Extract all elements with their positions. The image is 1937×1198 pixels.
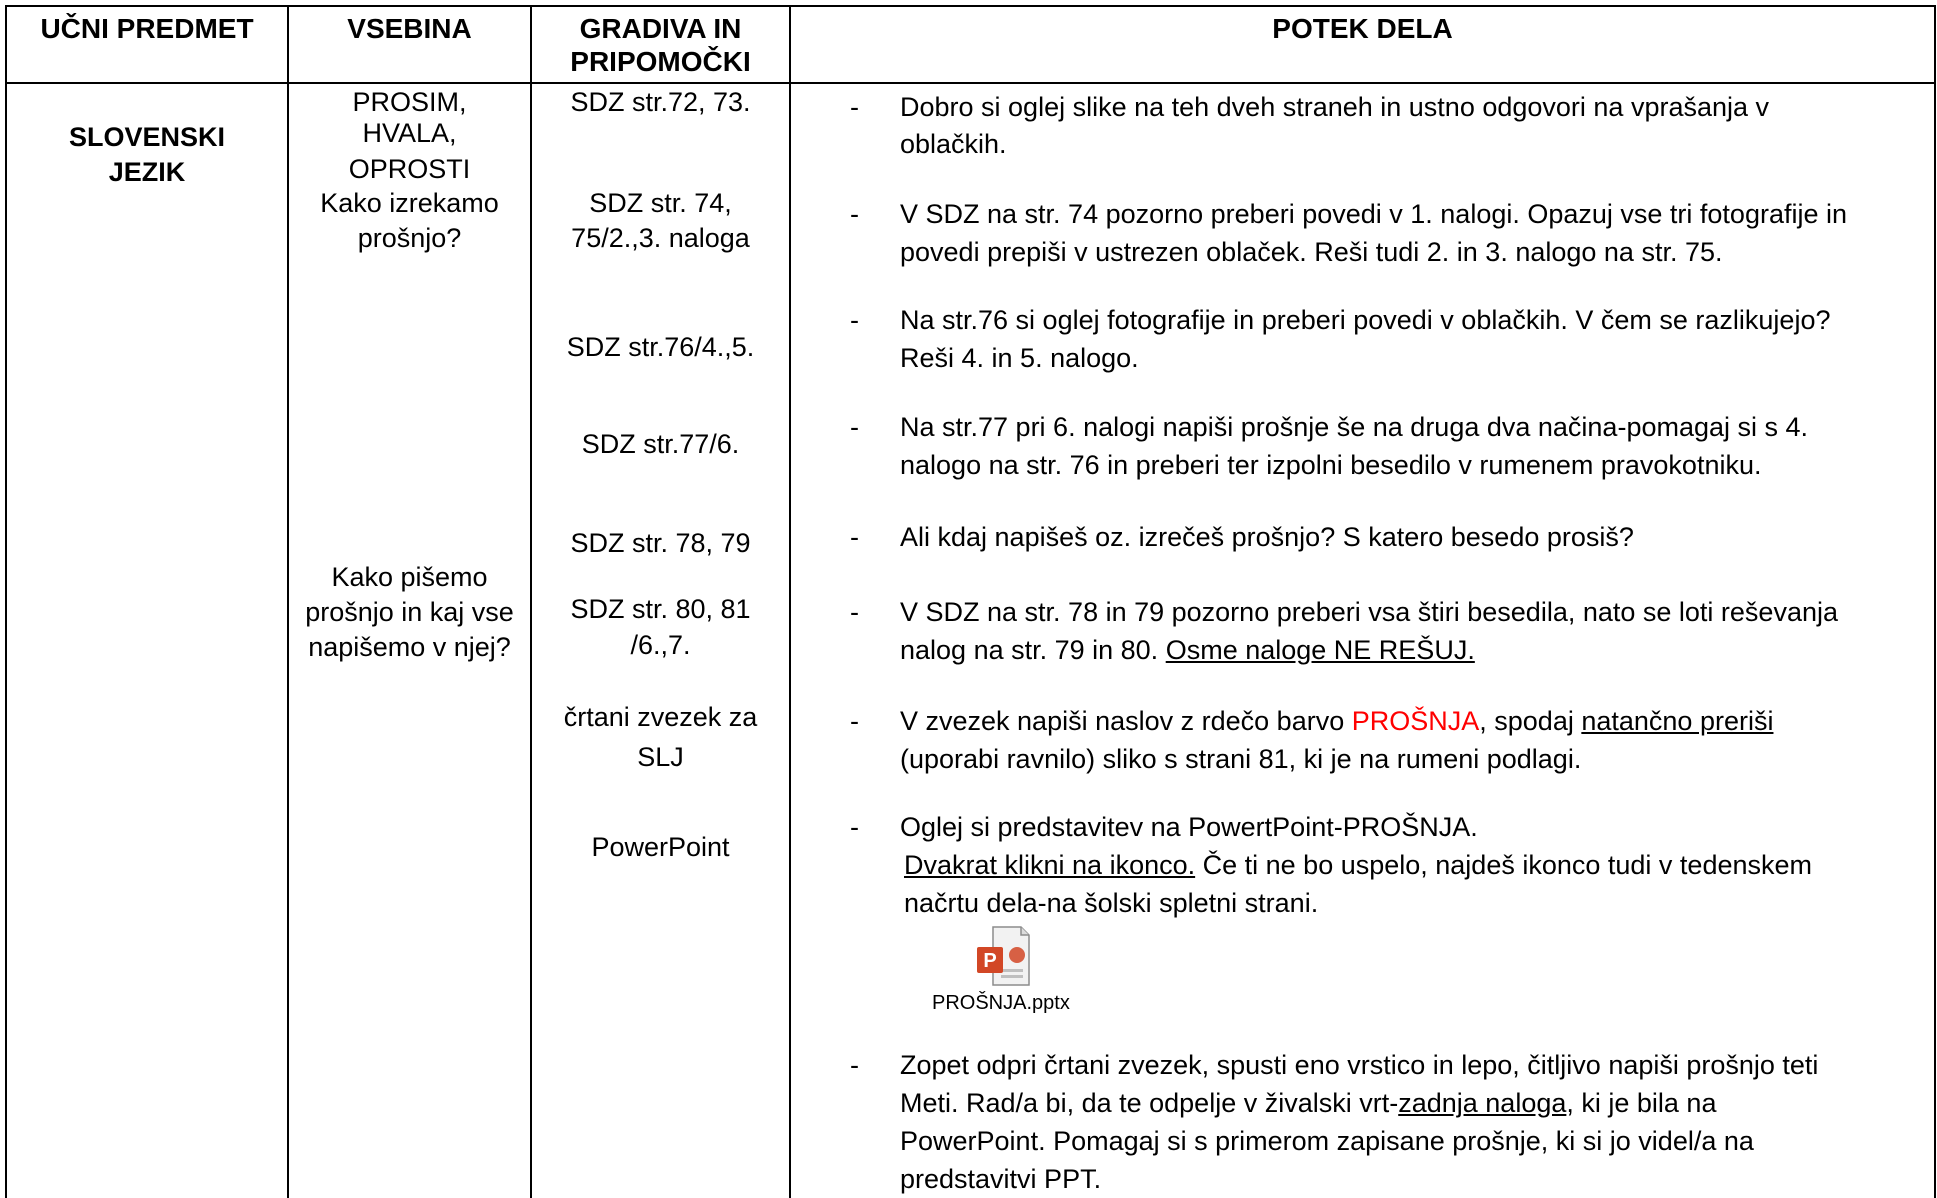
- material-item: SLJ: [637, 742, 684, 772]
- table-border-right: [1934, 5, 1936, 1198]
- svg-text:P: P: [983, 950, 997, 972]
- step-7-line: (uporabi ravnilo) sliko s strani 81, ki je na rumeni podlagi.: [900, 744, 1582, 774]
- step-6-underlined: Osme naloge NE REŠUJ.: [1165, 635, 1475, 665]
- step-3-line: Reši 4. in 5. nalogo.: [900, 343, 1139, 373]
- header-subject: UČNI PREDMET: [40, 13, 254, 44]
- bullet-dash: -: [850, 92, 859, 122]
- material-item: SDZ str. 80, 81: [570, 594, 751, 624]
- material-item: SDZ str. 74,: [589, 188, 732, 218]
- bullet-dash: -: [850, 199, 859, 229]
- subject-line1: SLOVENSKI: [68, 122, 226, 152]
- step-4-line: nalogo na str. 76 in preberi ter izpolni besedilo v rumenem pravokotniku.: [900, 450, 1762, 480]
- step-9-text: Meti. Rad/a bi, da te odpelje v živalski vrt-: [900, 1088, 1399, 1118]
- material-item: 75/2.,3. naloga: [571, 223, 750, 253]
- step-9-line: PowerPoint. Pomagaj si s primerom zapisane prošnje, ki si jo videl/a na: [900, 1126, 1754, 1156]
- content-line: napišemo v njej?: [308, 632, 511, 662]
- col-divider-3: [789, 5, 791, 1198]
- material-item: SDZ str. 78, 79: [570, 528, 751, 558]
- step-7-text: V zvezek napiši naslov z rdečo barvo: [900, 706, 1352, 736]
- step-8-line: [904, 848, 1812, 883]
- table-border-top: [5, 5, 1936, 7]
- step-1-line: Dobro si oglej slike na teh dveh straneh in ustno odgovori na vprašanja v: [900, 92, 1770, 122]
- step-9-line: Zopet odpri črtani zvezek, spusti eno vrstico in lepo, čitljivo napiši prošnjo teti: [900, 1050, 1819, 1080]
- step-9-underlined: zadnja naloga: [1398, 1088, 1567, 1118]
- bullet-dash: -: [850, 706, 859, 736]
- bullet-dash: -: [850, 812, 859, 842]
- step-7-red-title: PROŠNJA: [1351, 706, 1480, 736]
- powerpoint-file-icon[interactable]: [975, 925, 1031, 987]
- step-8-underlined: Dvakrat klikni na ikonco.: [904, 850, 1196, 880]
- step-9-line: predstavitvi PPT.: [900, 1164, 1102, 1194]
- content-line: prošnjo?: [357, 223, 462, 253]
- step-7-underlined: natančno preriši: [1581, 706, 1774, 736]
- bullet-dash: -: [850, 597, 859, 627]
- bullet-dash: -: [850, 1050, 859, 1080]
- content-line: PROSIM,: [352, 87, 467, 117]
- bullet-dash: -: [850, 412, 859, 442]
- step-8-line: Oglej si predstavitev na PowertPoint-PROŠNJA.: [900, 812, 1478, 842]
- content-line: Kako pišemo: [331, 562, 488, 592]
- step-9-text: , ki je bila na: [1566, 1088, 1717, 1118]
- header-materials-line2: PRIPOMOČKI: [570, 46, 751, 77]
- step-7-text: , spodaj: [1479, 706, 1582, 736]
- content-line: Kako izrekamo: [320, 188, 499, 218]
- step-8-line: načrtu dela-na šolski spletni strani.: [904, 888, 1319, 918]
- content-line: OPROSTI: [348, 154, 471, 184]
- header-divider: [5, 82, 1936, 84]
- header-materials-line1: GRADIVA IN: [579, 13, 742, 44]
- step-1-line: oblačkih.: [900, 129, 1007, 159]
- bullet-dash: -: [850, 522, 859, 552]
- material-item: PowerPoint: [591, 832, 730, 862]
- step-4-line: Na str.77 pri 6. nalogi napiši prošnje še na druga dva načina-pomagaj si s 4.: [900, 412, 1809, 442]
- content-line: prošnjo in kaj vse: [305, 597, 514, 627]
- step-7-line: [900, 704, 1773, 739]
- material-item: SDZ str.72, 73.: [570, 87, 751, 117]
- material-item: SDZ str.76/4.,5.: [566, 332, 755, 362]
- step-8-text: Če ti ne bo uspelo, najdeš ikonco tudi v tedenskem: [1195, 850, 1812, 880]
- bullet-dash: -: [850, 305, 859, 335]
- subject-line2: JEZIK: [108, 157, 186, 187]
- step-2-line: povedi prepiši v ustrezen oblaček. Reši tudi 2. in 3. nalogo na str. 75.: [900, 237, 1723, 267]
- step-6-line: V SDZ na str. 78 in 79 pozorno preberi vsa štiri besedila, nato se loti reševanja: [900, 597, 1838, 627]
- content-line: HVALA,: [362, 118, 457, 148]
- header-content: VSEBINA: [347, 13, 472, 44]
- header-workflow: POTEK DELA: [1272, 13, 1453, 44]
- step-3-line: Na str.76 si oglej fotografije in preberi povedi v oblačkih. V čem se razlikujejo?: [900, 305, 1831, 335]
- material-item: SDZ str.77/6.: [581, 429, 740, 459]
- step-6-text: nalog na str. 79 in 80.: [900, 635, 1166, 665]
- attachment-filename[interactable]: PROŠNJA.pptx: [932, 992, 1070, 1014]
- step-9-line: [900, 1086, 1716, 1121]
- step-5-line: Ali kdaj napišeš oz. izrečeš prošnjo? S katero besedo prosiš?: [900, 522, 1634, 552]
- material-item: črtani zvezek za: [563, 702, 758, 732]
- step-2-line: V SDZ na str. 74 pozorno preberi povedi v 1. nalogi. Opazuj vse tri fotografije in: [900, 199, 1848, 229]
- step-6-line: [900, 633, 1475, 668]
- material-item: /6.,7.: [630, 630, 691, 660]
